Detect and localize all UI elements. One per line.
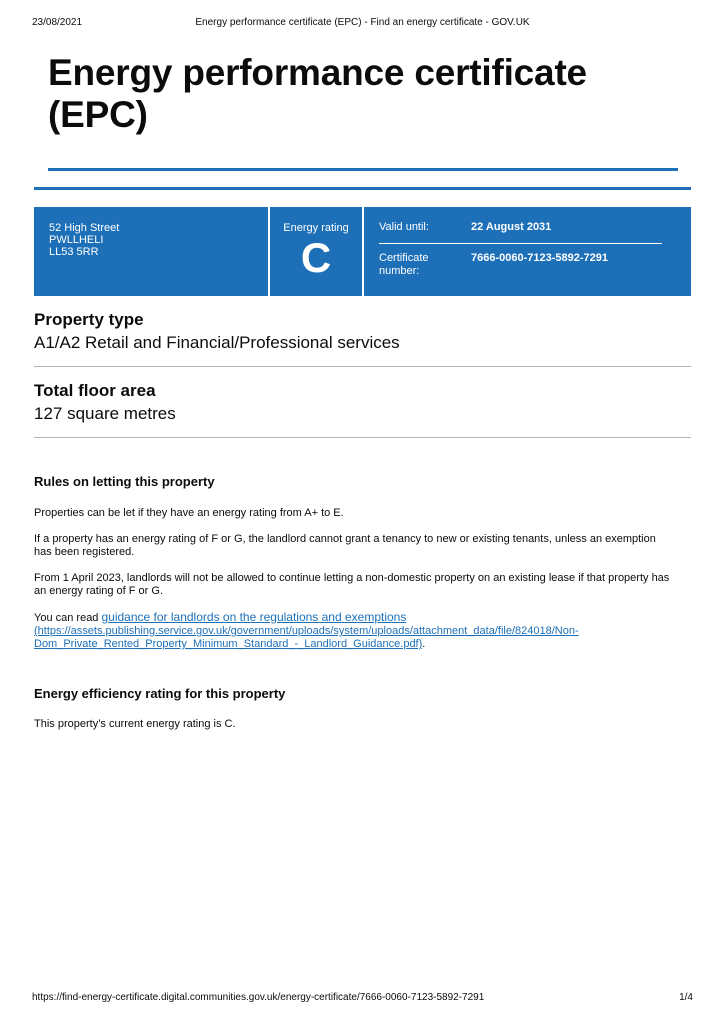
certificate-number-label: Certificate number: (379, 252, 429, 277)
certificate-number-value: 7666-0060-7123-5892-7291 (471, 252, 609, 264)
certificate-number-row (379, 252, 676, 278)
valid-until-row (379, 221, 676, 234)
property-address (34, 207, 268, 296)
landlord-guidance-link[interactable]: guidance for landlords on the regulations and exemptions (101, 610, 407, 624)
energy-rating-label: Energy rating (283, 222, 349, 234)
letting-paragraph-4 (34, 611, 674, 651)
efficiency-rating-heading: Energy efficiency rating for this property (34, 686, 286, 701)
efficiency-rating-text: This property’s current energy rating is C. (34, 718, 236, 730)
guidance-prefix: You can read (34, 612, 102, 624)
page-title: Energy performance certificate (EPC) (48, 52, 587, 135)
energy-rating-letter: C (300, 234, 332, 281)
print-footer (32, 992, 693, 1006)
letting-paragraph-2: If a property has an energy rating of F or G, the landlord cannot grant a tenancy to new or existing tenants, unless an exemption has been registered. (34, 533, 656, 558)
section-divider (34, 187, 691, 190)
certificate-summary (34, 207, 691, 296)
valid-until-value: 22 August 2031 (471, 221, 552, 233)
property-type-value: A1/A2 Retail and Financial/Professional services (34, 333, 400, 352)
letting-paragraph-3: From 1 April 2023, landlords will not be allowed to continue letting a non-domestic property on an existing lease if that property has an energy rating of F or G. (34, 572, 670, 597)
address-line-2: PWLLHELI (49, 234, 104, 246)
title-divider (48, 168, 678, 171)
guidance-suffix: . (422, 638, 426, 650)
address-line-3: LL53 5RR (49, 246, 99, 258)
print-document-title: Energy performance certificate (EPC) - Find an energy certificate - GOV.UK (195, 17, 530, 28)
letting-rules-heading: Rules on letting this property (34, 474, 215, 489)
print-date: 23/08/2021 (32, 17, 83, 28)
print-header (32, 17, 693, 31)
print-footer-url: https://find-energy-certificate.digital.communities.gov.uk/energy-certificate/7666-0060-7123-5892-7291 (32, 992, 485, 1003)
details-divider (379, 243, 662, 244)
floor-area-divider (34, 437, 691, 438)
address-line-1: 52 High Street (49, 222, 120, 234)
certificate-details (364, 207, 691, 296)
valid-until-label: Valid until: (379, 221, 429, 233)
property-type-heading: Property type (34, 310, 144, 329)
landlord-guidance-url[interactable]: (https://assets.publishing.service.gov.uk/government/uploads/system/uploads/attachment_data/file/824018/Non-Dom_Private_Rented_Property_Minimum_Standard_-_Landlord_Guidance.pdf) (34, 625, 579, 650)
floor-area-value: 127 square metres (34, 404, 176, 423)
page-number: 1/4 (679, 992, 693, 1003)
energy-rating-panel (270, 207, 362, 296)
floor-area-heading: Total floor area (34, 381, 156, 400)
letting-paragraph-1: Properties can be let if they have an energy rating from A+ to E. (34, 507, 344, 519)
property-type-divider (34, 366, 691, 367)
